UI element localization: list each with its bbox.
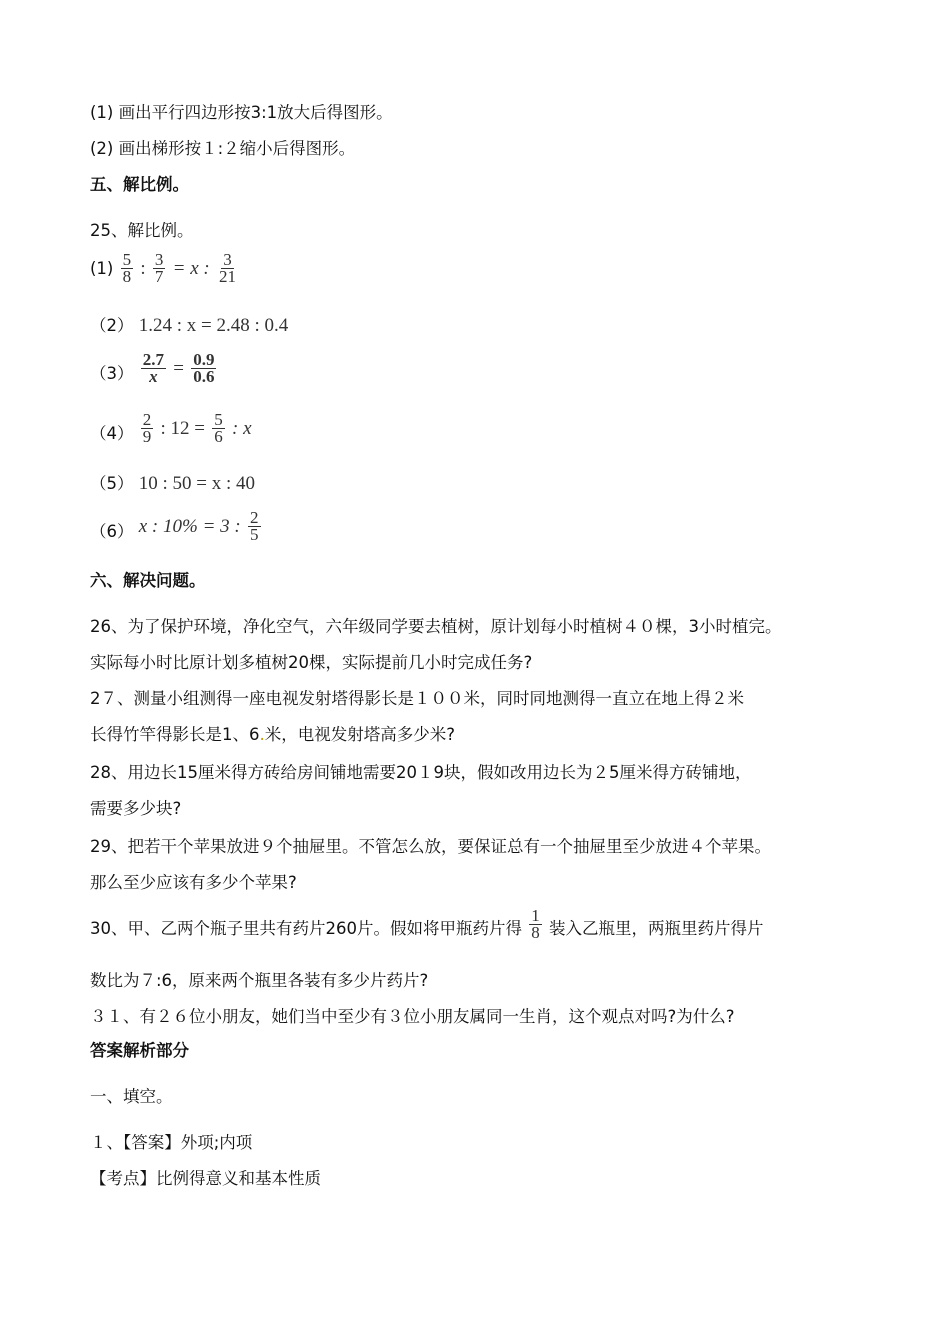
question-30-line-2: 数比为７:6，原来两个瓶里各装有多少片药片? — [90, 971, 429, 990]
question-28-line-1: 28、用边长15厘米得方砖给房间铺地需要20１9块，假如改用边长为２5厘米得方砖铺地， — [90, 763, 752, 782]
problem-1-fraction-b: $\frac{3}{7}$ — [154, 250, 164, 286]
question-26-line-2: 实际每小时比原计划多植树20棵，实际提前几小时完成任务? — [90, 653, 533, 672]
problem-4: （4） $\frac{2}{9}$ : 12 = $\frac{5}{6}$ : x — [90, 410, 252, 446]
problem-2-label: （2） — [90, 315, 134, 335]
answer-section-title: 答案解析部分 — [90, 1041, 189, 1060]
problem-5-label: （5） — [90, 473, 134, 493]
problem-2-expression: 1.24 : x = 2.48 : 0.4 — [138, 314, 289, 336]
problem-4-fraction-a: $\frac{2}{9}$ — [142, 410, 152, 446]
question-29-line-1: 29、把若干个苹果放进９个抽屉里。不管怎么放，要保证总有一个抽屉里至少放进４个苹果。 — [90, 837, 771, 856]
problem-3-fraction-b: $\frac{0.9}{0.6}$ — [193, 350, 215, 386]
question-27-line-2: 长得竹竿得影长是1、6.米，电视发射塔高多少米? — [90, 725, 456, 744]
question-31: ３１、有２６位小朋友，她们当中至少有３位小朋友属同一生肖，这个观点对吗?为什么? — [90, 1007, 735, 1026]
problem-6-fraction: $\frac{2}{5}$ — [250, 508, 259, 544]
answer-1-point: 【考点】比例得意义和基本性质 — [90, 1169, 321, 1188]
problem-6-expression: x : 10% = 3 : — [138, 515, 241, 537]
question-26-line-1: 26、为了保护环境，净化空气，六年级同学要去植树，原计划每小时植树４０棵，3小时植完。 — [90, 617, 782, 636]
problem-5 — [90, 472, 255, 495]
question-30-line-1: 30、甲、乙两个瓶子里共有药片260片。假如将甲瓶药片得 $\frac{1}{8}$ 装入乙瓶里，两瓶里药片得片 — [90, 906, 764, 942]
instruction-shrink-trapezoid: (2) 画出梯形按１:２缩小后得图形。 — [90, 139, 356, 158]
instruction-enlarge-parallelogram: (1) 画出平行四边形按3:1放大后得图形。 — [90, 103, 393, 122]
problem-1-label: (1) — [90, 258, 114, 278]
section-six-heading: 六、解决问题。 — [90, 571, 206, 590]
question-28-line-2: 需要多少块? — [90, 799, 182, 818]
problem-6 — [90, 510, 263, 543]
question-30-fraction: $\frac{1}{8}$ — [531, 906, 540, 942]
problem-3: （3） $\frac{2.7}{x}$ = $\frac{0.9}{0.6}$ — [90, 350, 215, 386]
problem-1-fraction-a: $\frac{5}{8}$ — [122, 250, 132, 286]
question-29-line-2: 那么至少应该有多少个苹果? — [90, 873, 297, 892]
problem-1-fraction-c: $\frac{3}{21}$ — [219, 250, 236, 286]
stray-dot-mark: . — [259, 725, 265, 744]
problem-3-fraction-a: $\frac{2.7}{x}$ — [142, 350, 164, 386]
problem-3-label: （3） — [90, 363, 134, 383]
question-27-line-1: 2７、测量小组测得一座电视发射塔得影长是１００米，同时同地测得一直立在地上得２米 — [90, 689, 744, 708]
section-one-heading: 一、填空。 — [90, 1087, 173, 1106]
problem-1: (1) $\frac{5}{8}$ : $\frac{3}{7}$ = x : $\frac{3}{21}$ — [90, 250, 236, 286]
problem-4-label: （4） — [90, 423, 134, 443]
question-25: 25、解比例。 — [90, 221, 194, 240]
problem-4-fraction-b: $\frac{5}{6}$ — [214, 410, 223, 446]
answer-1: １、【答案】外项;内项 — [90, 1133, 253, 1152]
problem-2 — [90, 314, 288, 337]
problem-5-expression: 10 : 50 = x : 40 — [138, 472, 256, 494]
section-five-heading: 五、解比例。 — [90, 175, 189, 194]
problem-6-label: （6） — [90, 521, 134, 541]
